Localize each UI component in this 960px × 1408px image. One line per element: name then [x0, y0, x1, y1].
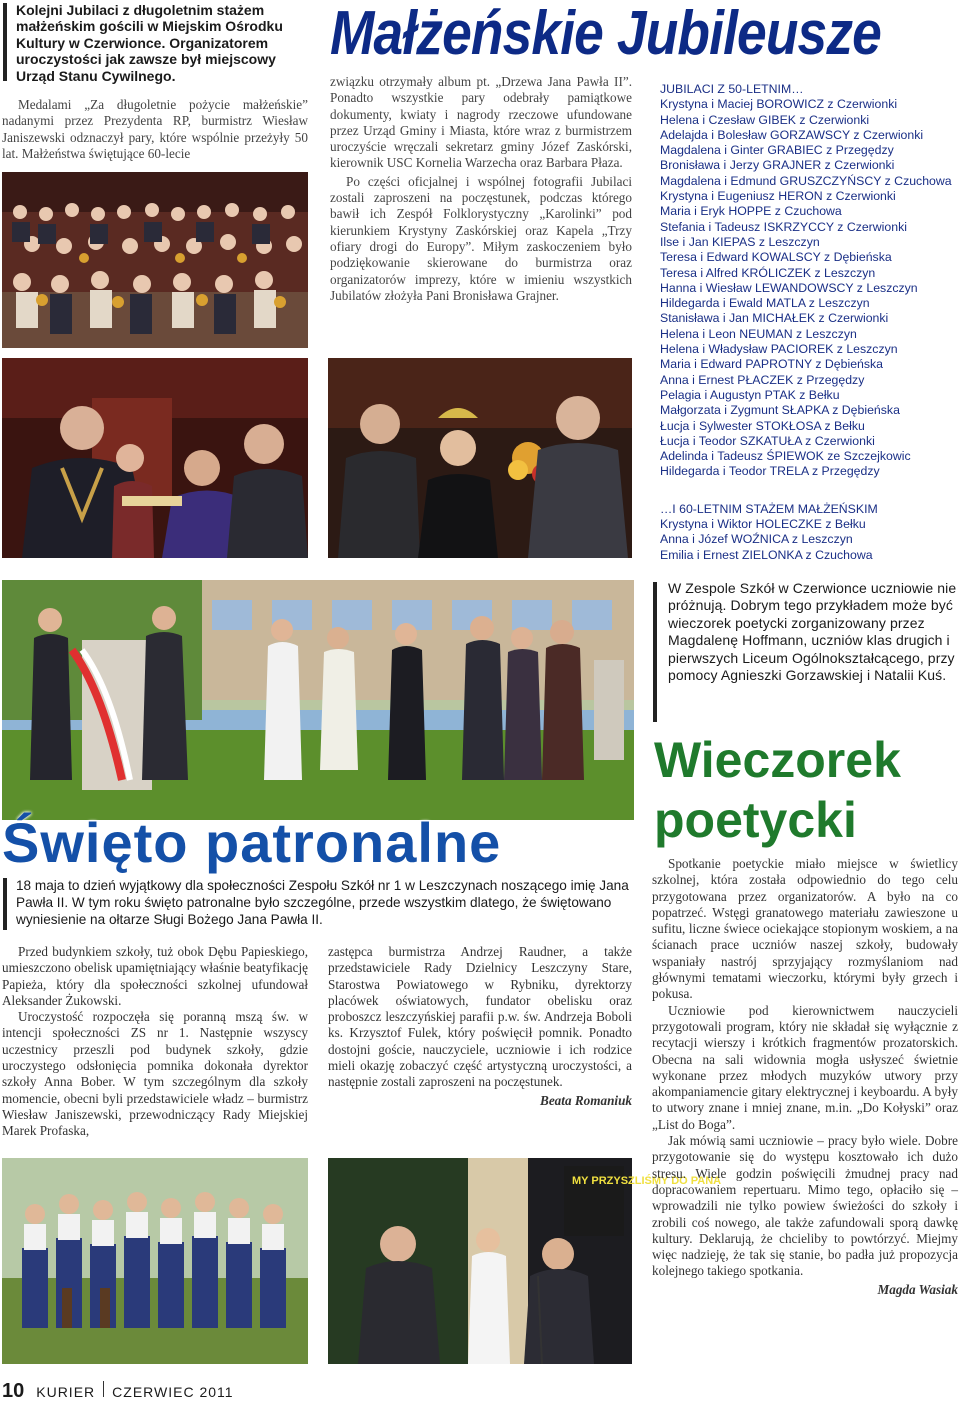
- lead-bar: [3, 3, 7, 81]
- magazine-name: KURIER: [36, 1384, 96, 1400]
- list50: [660, 97, 958, 479]
- patron-column-2: [328, 944, 632, 1109]
- poetry-paragraph-1: Spotkanie poetyckie miało miejsce w świetlicy szkolnej, która została odpowiednio do tego celu przygotowana przez organizatorów. A było na co popatrzeć. Wstęgi granatowego materiału zawieszone u sufitu, liczne świece ociekające stopionym woskiem, a na ścianach prace uczniów naszej szkoły, budowały wspaniały nastrój sprzyjający rozmyślaniom nad głównymi tematami wieczorku, którymi były grzech i pokusa.: [652, 856, 958, 1002]
- patron-paragraph-1: Przed budynkiem szkoły, tuż obok Dębu Papieskiego, umieszczono obelisk upamiętniający właśnie beatyfikację Papieża, który dla społeczności szkolnej ufundował Aleksander Żukowski.: [2, 944, 308, 1008]
- list-item: Helena i Władysław PACIOREK z Leszczyn: [660, 342, 898, 357]
- issue-date: CZERWIEC 2011: [112, 1384, 234, 1400]
- list-item: Krystyna i Eugeniusz HERON z Czerwionki: [660, 189, 896, 204]
- patron-lead: 18 maja to dzień wyjątkowy dla społeczności Zespołu Szkół nr 1 w Leszczynach noszącego imię Jana Pawła II. W tym roku święto patronalne było szczególne, przede wszystkim dlatego, że świętowano wyniesienie na ołtarze Sługi Bożego Jana Pawła II.: [16, 878, 629, 927]
- list-item: Hildegarda i Teodor TRELA z Przegędzy: [660, 464, 880, 479]
- poetry-title-line-1: Wieczorek: [654, 732, 901, 788]
- school-choir-photo: [2, 1158, 308, 1364]
- list-item: Łucja i Sylwester STOKŁOSA z Bełku: [660, 418, 865, 433]
- page-footer: [2, 1380, 234, 1406]
- poetry-author: Magda Wasiak: [877, 1281, 958, 1297]
- list60: [660, 517, 958, 563]
- list-item: Małgorzata i Zygmunt SŁAPKA z Dębieńska: [660, 403, 900, 418]
- couples-group-photo: [2, 172, 308, 348]
- poetry-lead: W Zespole Szkół w Czerwionce uczniowie nie próżnują. Dobrym tego przykładem może być wieczorek poetycki zorganizowany przez Magdalenę Hoffmann, uczniów klas drugich i pierwszych Liceum Ogólnokształcącego, przy pomocy Agnieszki Gorzawskiej i Natalii Kuś.: [668, 580, 957, 684]
- list-item: Magdalena i Edmund GRUSZCZYŃSCY z Czuchowa: [660, 173, 952, 188]
- poetry-lead-bar: [653, 582, 657, 722]
- patron-paragraph-3: zastępca burmistrza Andrzej Raudner, a także przedstawiciele Rady Dzielnicy Leszczyny Stare, Starostwa Powiatowego w Rybniku, dyrektorzy placówek oświatowych, fundator obelisku oraz proboszcz leszczyńskiej parafii p.w. św. Andrzeja Boboli ks. Krzysztof Fulek, który poświęcił pomnik. Ponadto dostojni goście, nauczyciele, uczniowie i ich rodzice mieli okazję zobaczyć część artystyczną uroczystości, a następnie zostali zaproszeni na poczęstunek.: [328, 944, 632, 1090]
- jubilee-intro-paragraph: Medalami „Za długoletnie pożycie małżeńskie” nadanymi przez Prezydenta RP, burmistrz Wiesław Janiszewski odznaczył pary, które wspólnie przeżyły 50 lat. Małżeństwa świętujące 60-lecie: [2, 97, 308, 161]
- poetry-evening-speaker-photo: [328, 1158, 722, 1364]
- list-item: Ilse i Jan KIEPAS z Leszczyn: [660, 234, 820, 249]
- list-item: Łucja i Teodor SZKATUŁA z Czerwionki: [660, 433, 875, 448]
- obelisk-unveiling-photo: [2, 580, 634, 820]
- jubilee-title: Małżeńskie Jubileusze: [330, 0, 881, 68]
- poetry-title: [654, 730, 901, 850]
- list-item: Stanisława i Jan MICHAŁEK z Czerwionki: [660, 311, 889, 326]
- patron-column-1: [2, 944, 308, 1140]
- jubilee-paragraph-1: związku otrzymały album pt. „Drzewa Jana Pawła II”. Ponadto wszystkie pary odebrały pamiątkowe dokumenty, kwiaty i nagrody rzeczowe ufundowane przez Urząd Gminy i Miasta, które wraz z burmistrzem uroczyście wręczali sekretarz gminy Józef Zaskórski, kierownik USC Kornelia Warzecha oraz Barbara Płaza.: [330, 74, 632, 171]
- list-item: Krystyna i Wiktor HOLECZKE z Bełku: [660, 517, 866, 532]
- patron-lead-bar: [3, 878, 7, 930]
- list50-heading: JUBILACI Z 50-LETNIM…: [660, 82, 804, 96]
- poetry-title-line-2: poetycki: [654, 792, 857, 848]
- footer-divider: [103, 1381, 104, 1397]
- list-item: Bronisława i Jerzy GRAJNER z Czerwionki: [660, 158, 895, 173]
- banner-text: MY PRZYSZLIŚMY DO PANA: [572, 1175, 722, 1187]
- jubilee-names-box: [660, 82, 958, 563]
- list-item: Hildegarda i Ewald MATLA z Leszczyn: [660, 296, 870, 311]
- list-item: Adelinda i Tadeusz ŚPIEWOK ze Szczejkowic: [660, 449, 911, 464]
- list-item: Stefania i Tadeusz ISKRZYCCY z Czerwionki: [660, 219, 907, 234]
- list-item: Teresa i Edward KOWALSCY z Dębieńska: [660, 250, 892, 265]
- list-item: Anna i Ernest PŁACZEK z Przegędzy: [660, 372, 865, 387]
- list-item: Krystyna i Maciej BOROWICZ z Czerwionki: [660, 97, 898, 112]
- list-item: Hanna i Wiesław LEWANDOWSCY z Leszczyn: [660, 280, 918, 295]
- jubilee-lead: Kolejni Jubilaci z długoletnim stażem małżeńskim gościli w Miejskim Ośrodku Kultury w Czerwionce. Organizatorem uroczystości jak zawsze był miejscowy Urząd Stanu Cywilnego.: [16, 2, 283, 84]
- flowers-presentation-photo: [328, 358, 632, 558]
- list-item: Emilia i Ernest ZIELONKA z Czuchowa: [660, 547, 873, 562]
- poetry-paragraph-3: Jak mówią sami uczniowie – pracy było wiele. Dobre przygotowanie się do występu kosztowało ich dużo stresu. Wiele godzin poświęcili żmudnej pracy nad dopracowaniem repertuaru. Mimo tego, opłaciło się – wprowadzili nie tylko powiew świeżości do szkoły i zrobili coś nowego, ale także zafundowali sporą dawkę kultury. Deklarują, że chcieliby to powtórzyć. Miejmy więc nadzieję, że tak się stanie, bo padła już propozycja kolejnego takiego spotkania.: [652, 1133, 958, 1279]
- list-item: Helena i Leon NEUMAN z Leszczyn: [660, 326, 857, 341]
- page-number: 10: [2, 1380, 25, 1402]
- list-item: Pelagia i Augustyn PTAK z Bełku: [660, 387, 840, 402]
- list-item: Anna i Józef WOŹNICA z Leszczyn: [660, 532, 853, 547]
- list-item: Magdalena i Ginter GRABIEC z Przegędzy: [660, 143, 894, 158]
- jubilee-column-2: [330, 74, 632, 304]
- patron-author: Beata Romaniuk: [540, 1092, 632, 1108]
- list60-heading: …I 60-LETNIM STAŻEM MAŁŻEŃSKIM: [660, 501, 878, 516]
- list-item: Maria i Edward PAPROTNY z Dębieńska: [660, 357, 884, 372]
- list-item: Teresa i Alfred KRÓLICZEK z Leszczyn: [660, 265, 876, 280]
- patron-paragraph-2: Uroczystość rozpoczęła się poranną mszą św. w intencji społeczności ZS nr 1. Następnie wszyscy uczestnicy przeszli pod budynek szkoły, gdzie uroczystego odsłonięcia pomnika dokonała dyrektor szkoły Anna Bober. W tym szczególnym dla szkoły momencie, obecni byli przedstawiciele władz – burmistrz Wiesław Janiszewski, przewodniczący Rady Miejskiej Marek Profaska,: [2, 1009, 308, 1139]
- patron-title: Święto patronalne: [2, 811, 502, 874]
- list-item: Maria i Eryk HOPPE z Czuchowa: [660, 204, 842, 219]
- medal-ceremony-photo: [2, 358, 308, 558]
- jubilee-paragraph-2: Po części oficjalnej i wspólnej fotografii Jubilaci zostali zaproszeni na poczęstunek, podczas którego bawił ich Zespół Folklorystyczny „Karolinki” pod kierunkiem Krystyny Zaskórskiej oraz Kapela „Trzy ofiary drogi do Europy”. Miłym zaskoczeniem było podziękowanie skierowane do burmistrza oraz organizatorów imprezy, które w imieniu wszystkich Jubilatów złożyła Pani Bronisława Grajner.: [330, 173, 632, 303]
- list-item: Helena i Czesław GIBEK z Czerwionki: [660, 112, 870, 127]
- list-item: Adelajda i Bolesław GORZAWSCY z Czerwionki: [660, 127, 924, 142]
- poetry-paragraph-2: Uczniowie pod kierownictwem nauczycieli przygotowali program, który nie składał się wyłącznie z recytacji wierszy i krótkich fragmentów prozatorskich. Obecna na sali widownia mogła usłyszeć świetnie wykonane przez młodych muzyków utwory przy akompaniamencie gitary elektrycznej i keyboardu. A były to utwory znane i mniej znane, m.in. „Do Kołyski” oraz „List do Boga”.: [652, 1002, 958, 1132]
- poetry-column: [652, 856, 958, 1298]
